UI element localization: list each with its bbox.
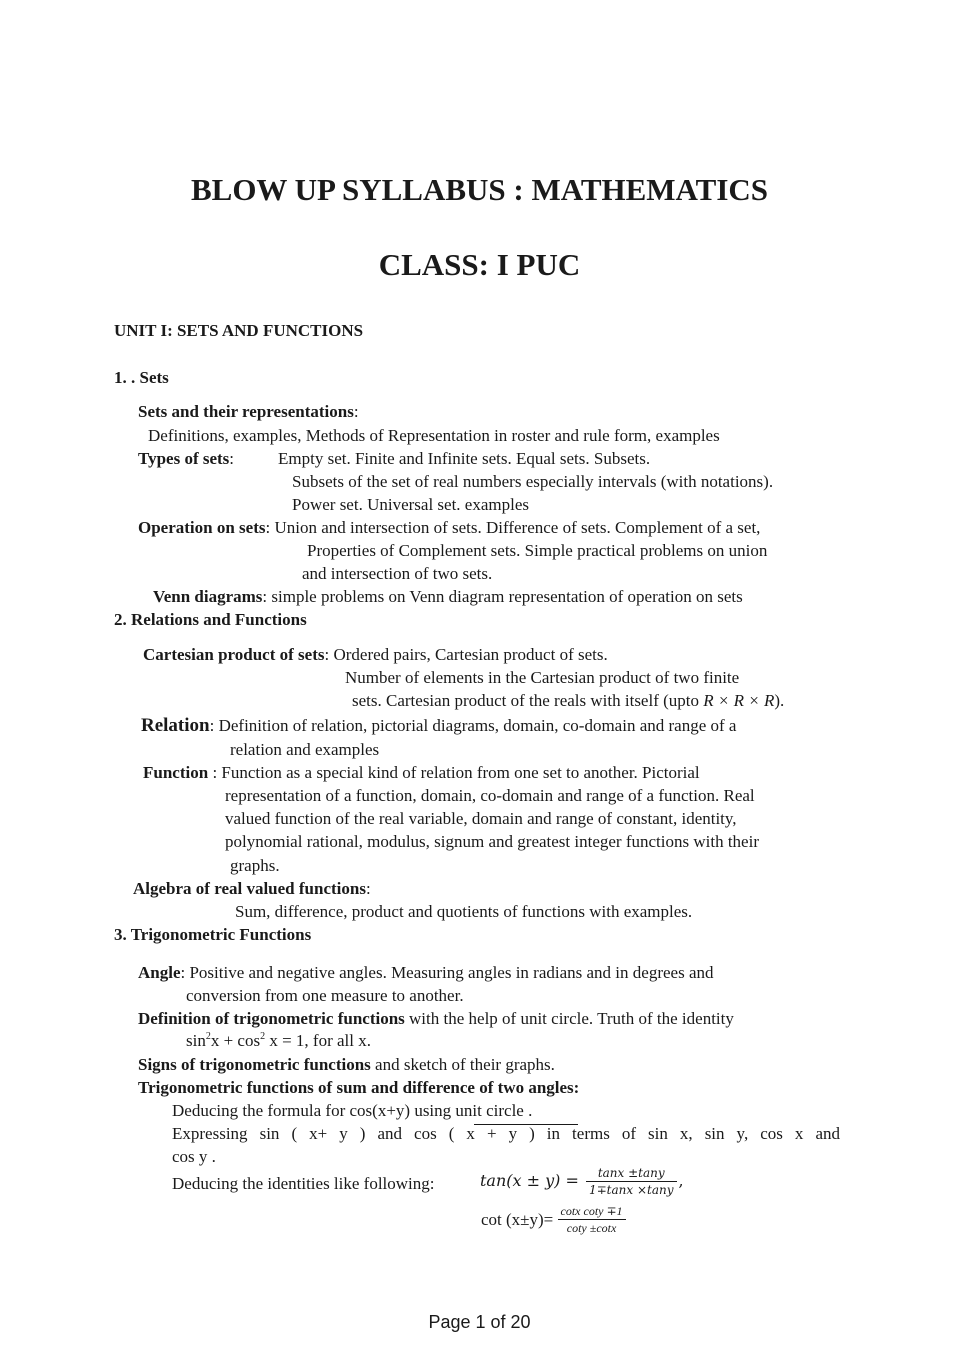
- definition-line: [138, 1010, 734, 1027]
- function-line-1: [143, 764, 700, 781]
- angle-text-2: conversion from one measure to another.: [186, 986, 464, 1005]
- operation-on-sets-text-2: Properties of Complement sets. Simple practical problems on union: [307, 541, 768, 560]
- types-of-sets-text-3: Power set. Universal set. examples: [292, 495, 529, 514]
- tan-formula: [480, 1165, 684, 1198]
- sum-difference-heading: Trigonometric functions of sum and difference of two angles:: [138, 1078, 580, 1097]
- cartesian-math: R × R × R: [703, 691, 775, 710]
- tan-denominator: 1∓tanx ×tany: [586, 1181, 677, 1198]
- types-of-sets-text-2: Subsets of the set of real numbers especially intervals (with notations).: [292, 472, 774, 491]
- algebra-colon: :: [365, 879, 371, 898]
- identity-sup-1: 2: [205, 1031, 211, 1042]
- identity-part-a: sin: [186, 1031, 206, 1050]
- function-text-3: valued function of the real variable, domain and range of constant, identity,: [225, 809, 737, 828]
- operation-on-sets-label: Operation on sets: [138, 518, 266, 537]
- cartesian-label: Cartesian product of sets: [143, 645, 325, 664]
- operation-on-sets-line: [138, 519, 760, 536]
- relation-label: Relation: [141, 715, 210, 736]
- cartesian-line-1: [143, 646, 608, 663]
- operation-on-sets-text-1: : Union and intersection of sets. Difference of sets. Complement of a set,: [265, 518, 761, 537]
- function-text-5: graphs.: [230, 856, 280, 875]
- cartesian-text-3b: ).: [774, 691, 785, 710]
- algebra-line: [133, 880, 371, 897]
- tan-formula-lhs: tan(x ± y) =: [480, 1171, 579, 1190]
- expressing-text-2: cos y .: [172, 1147, 216, 1166]
- identity-part-c: x = 1, for all x.: [265, 1031, 371, 1050]
- decorative-rule: [474, 1124, 578, 1125]
- section-heading-relations: 2. Relations and Functions: [114, 610, 307, 629]
- identity-sup-2: 2: [260, 1031, 266, 1042]
- section-heading-sets: 1. . Sets: [114, 368, 169, 387]
- cot-fraction: [558, 1203, 626, 1236]
- deduce-identities-text: Deducing the identities like following:: [172, 1174, 435, 1193]
- operation-on-sets-text-3: and intersection of two sets.: [302, 564, 493, 583]
- algebra-text: Sum, difference, product and quotients of functions with examples.: [235, 902, 693, 921]
- angle-label: Angle: [138, 963, 181, 982]
- expressing-text-1: Expressing sin ( x+ y ) and cos ( x + y ) in terms of sin x, sin y, cos x and: [172, 1124, 840, 1143]
- venn-diagrams-line: [153, 588, 743, 605]
- identity-part-b: x + cos: [210, 1031, 261, 1050]
- algebra-label: Algebra of real valued functions: [133, 879, 366, 898]
- unit-heading: UNIT I: SETS AND FUNCTIONS: [114, 321, 364, 340]
- cartesian-text-3a: sets. Cartesian product of the reals with itself (upto: [352, 691, 704, 710]
- relation-text-1: : Definition of relation, pictorial diagrams, domain, co-domain and range of a: [209, 716, 737, 735]
- angle-line-1: [138, 964, 714, 981]
- function-text-1: : Function as a special kind of relation from one set to another. Pictorial: [208, 763, 700, 782]
- tan-numerator: tanx ±tany: [597, 1166, 665, 1180]
- identity-line: [186, 1032, 371, 1049]
- cartesian-line-3: [352, 692, 784, 709]
- types-of-sets-label: Types of sets: [138, 449, 230, 468]
- sets-representations-line: [138, 403, 359, 420]
- signs-label: Signs of trigonometric functions: [138, 1055, 371, 1074]
- venn-diagrams-label: Venn diagrams: [153, 587, 263, 606]
- types-of-sets-text-1: Empty set. Finite and Infinite sets. Equal sets. Subsets.: [278, 449, 651, 468]
- venn-diagrams-text: : simple problems on Venn diagram representation of operation on sets: [262, 587, 743, 606]
- cot-denominator: coty ±cotx: [558, 1219, 626, 1236]
- sets-representations-text: Definitions, examples, Methods of Representation in roster and rule form, examples: [148, 426, 720, 445]
- cartesian-text-2: Number of elements in the Cartesian product of two finite: [345, 668, 740, 687]
- types-of-sets-colon: :: [229, 449, 235, 468]
- document-title: BLOW UP SYLLABUS : MATHEMATICS: [190, 172, 769, 207]
- relation-line-1: [141, 716, 736, 735]
- section-heading-trigonometric: 3. Trigonometric Functions: [114, 925, 312, 944]
- cot-formula-lhs: cot (x±y)=: [481, 1210, 554, 1229]
- function-label: Function: [143, 763, 209, 782]
- types-of-sets-line: [138, 450, 234, 467]
- sets-representations-label: Sets and their representations: [138, 402, 354, 421]
- sets-representations-colon: :: [353, 402, 359, 421]
- angle-text-1: : Positive and negative angles. Measuring angles in radians and in degrees and: [180, 963, 714, 982]
- definition-text: with the help of unit circle. Truth of the identity: [404, 1009, 734, 1028]
- class-label: CLASS: I PUC: [378, 247, 581, 282]
- deduce-cos-text: Deducing the formula for cos(x+y) using unit circle .: [172, 1101, 533, 1120]
- signs-text: and sketch of their graphs.: [370, 1055, 555, 1074]
- definition-label: Definition of trigonometric functions: [138, 1009, 405, 1028]
- function-text-2: representation of a function, domain, co-domain and range of a function. Real: [225, 786, 755, 805]
- cot-formula: [481, 1203, 628, 1236]
- tan-comma: ,: [678, 1171, 684, 1190]
- cot-numerator: cotx coty ∓1: [560, 1204, 623, 1218]
- relation-text-2: relation and examples: [230, 740, 380, 759]
- signs-line: [138, 1056, 555, 1073]
- tan-fraction: [586, 1165, 677, 1198]
- page-number: Page 1 of 20: [428, 1312, 531, 1332]
- function-text-4: polynomial rational, modulus, signum and greatest integer functions with their: [225, 832, 759, 851]
- cartesian-text-1: : Ordered pairs, Cartesian product of sets.: [324, 645, 608, 664]
